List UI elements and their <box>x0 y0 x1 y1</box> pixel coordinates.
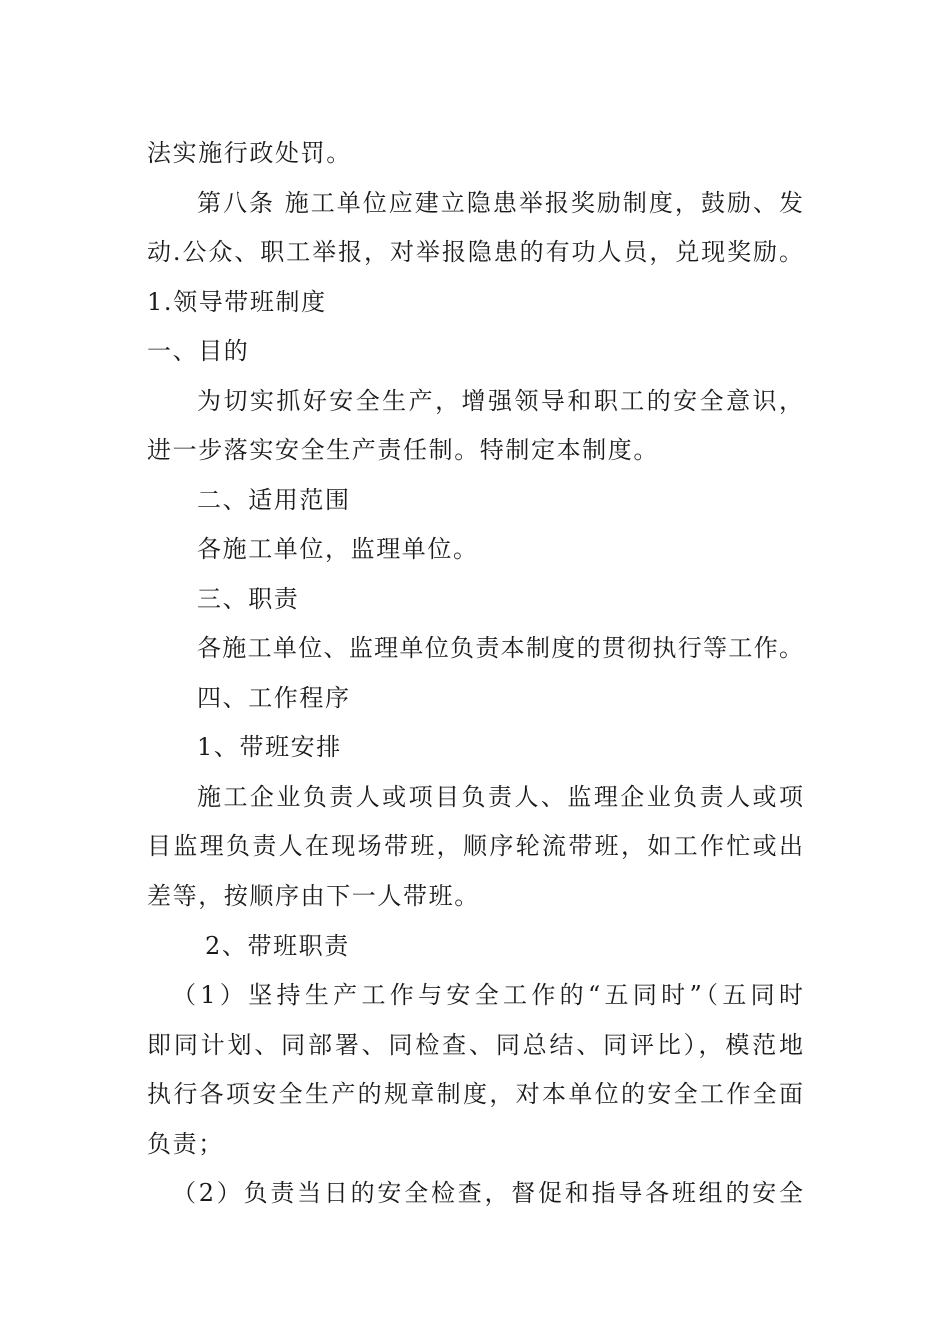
text-line-3: 动.公众、职工举报，对举报隐患的有功人员，兑现奖励。 <box>147 238 803 266</box>
heading-shift-arrangement: 1、带班安排 <box>197 733 342 761</box>
heading-purpose: 一、目的 <box>147 337 250 365</box>
text-line-20: 执行各项安全生产的规章制度，对本单位的安全工作全面 <box>147 1080 803 1108</box>
heading-shift-duties: 2、带班职责 <box>205 932 350 960</box>
heading-scope: 二、适用范围 <box>197 486 351 514</box>
text-line-1: 法实施行政处罚。 <box>147 139 352 167</box>
text-line-7: 进一步落实安全生产责任制。特制定本制度。 <box>147 436 659 464</box>
text-line-14: 施工企业负责人或项目负责人、监理企业负责人或项 <box>197 783 803 811</box>
text-line-11: 各施工单位、监理单位负责本制度的贯彻执行等工作。 <box>197 634 803 662</box>
text-line-9: 各施工单位，监理单位。 <box>197 535 479 563</box>
text-line-22: （2）负责当日的安全检查，督促和指导各班组的安全 <box>172 1179 803 1207</box>
section-heading-leader-shift: 1.领导带班制度 <box>147 288 327 316</box>
text-line-16: 差等，按顺序由下一人带班。 <box>147 882 480 910</box>
text-line-6: 为切实抓好安全生产，增强领导和职工的安全意识， <box>197 387 803 415</box>
text-line-18: （1）坚持生产工作与安全工作的“五同时”（五同时 <box>172 981 803 1009</box>
text-line-15: 目监理负责人在现场带班，顺序轮流带班，如工作忙或出 <box>147 832 803 860</box>
text-line-21: 负责； <box>147 1130 224 1158</box>
heading-procedure: 四、工作程序 <box>197 684 351 712</box>
text-line-19: 即同计划、同部署、同检查、同总结、同评比），模范地 <box>147 1031 803 1059</box>
text-line-2: 第八条 施工单位应建立隐患举报奖励制度，鼓励、发 <box>197 189 803 217</box>
heading-duties: 三、职责 <box>197 585 300 613</box>
